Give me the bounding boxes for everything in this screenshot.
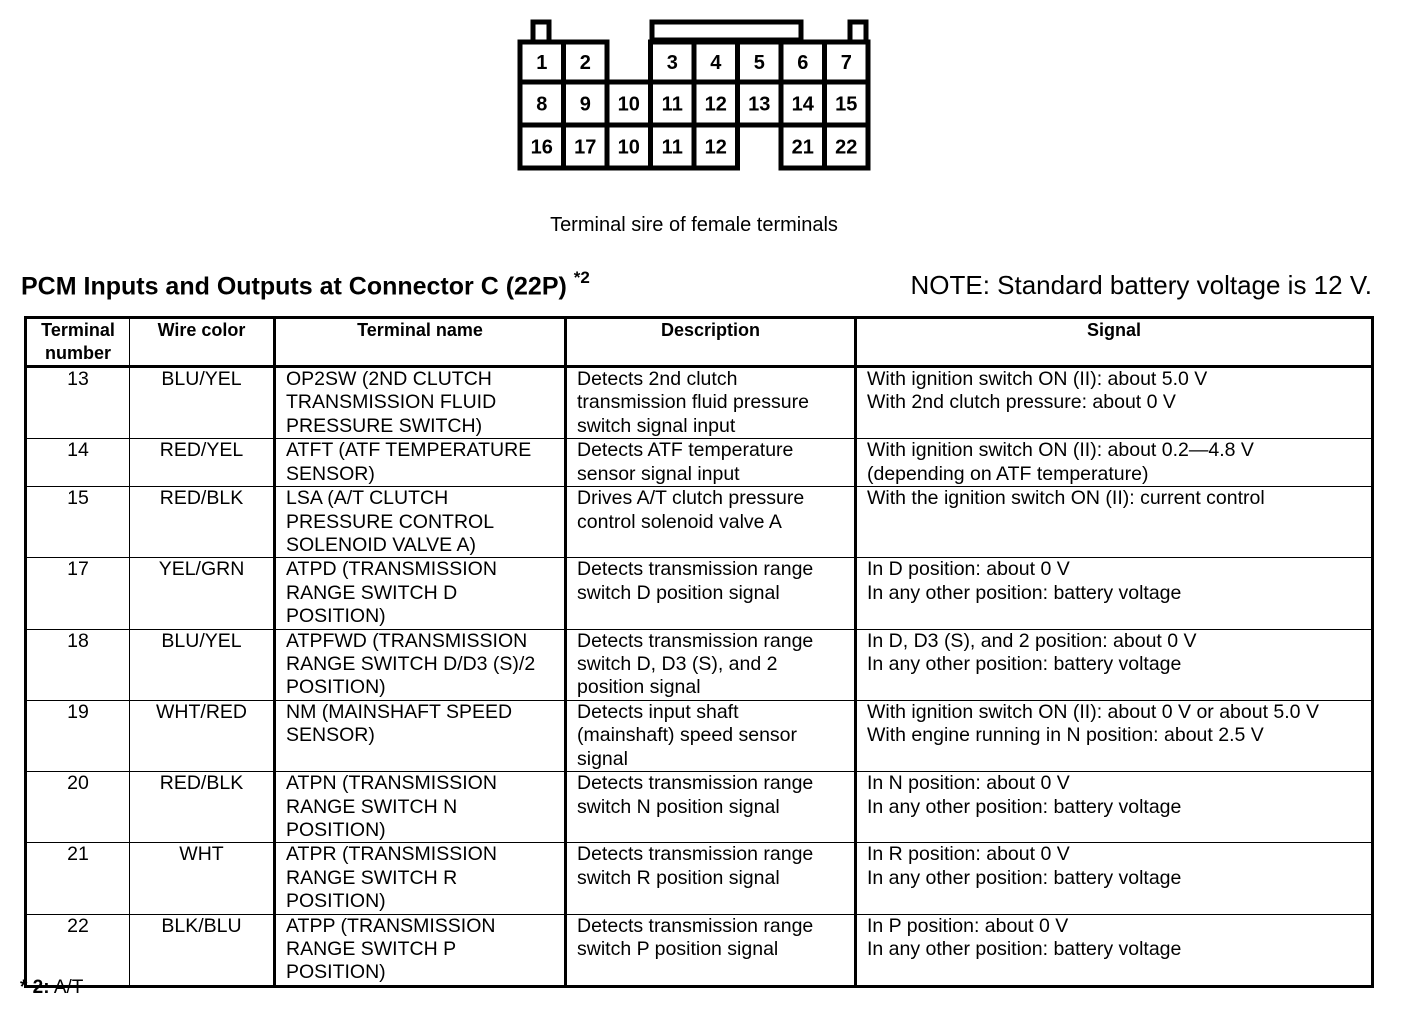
description xyxy=(566,914,856,986)
wire-color: RED/BLK xyxy=(130,487,275,558)
terminal-name xyxy=(275,772,566,843)
signal xyxy=(856,558,1373,629)
signal-line: With ignition switch ON (II): about 0 V or about 5.0 V xyxy=(867,700,1319,723)
table-row xyxy=(26,367,1373,439)
signal xyxy=(856,487,1373,558)
signal xyxy=(856,843,1373,914)
description-line: Detects 2nd clutch xyxy=(577,368,738,390)
description-line: position signal xyxy=(577,676,701,699)
signal-line: (depending on ATF temperature) xyxy=(867,462,1149,485)
header-wire-color: Wire color xyxy=(130,318,275,367)
terminal-number: 18 xyxy=(26,629,130,700)
voltage-note: NOTE: Standard battery voltage is 12 V. xyxy=(910,270,1372,300)
description-line: switch signal input xyxy=(577,414,736,437)
terminal-number: 22 xyxy=(26,914,130,986)
terminal-name-line: POSITION) xyxy=(286,605,386,628)
terminal-name-line: RANGE SWITCH R xyxy=(286,866,458,889)
terminal-name-line: TRANSMISSION FLUID xyxy=(286,391,497,414)
description xyxy=(566,487,856,558)
signal-line: In R position: about 0 V xyxy=(867,843,1070,866)
terminal-label: 15 xyxy=(835,93,858,116)
description-line: Detects transmission range xyxy=(577,843,814,866)
table-row xyxy=(26,487,1373,558)
description-line: switch D, D3 (S), and 2 xyxy=(577,653,778,676)
terminal-name xyxy=(275,700,566,771)
signal-line: In any other position: battery voltage xyxy=(867,581,1182,604)
description-line: transmission fluid pressure xyxy=(577,391,809,414)
terminal-label: 1 xyxy=(536,52,548,74)
signal-line: In D, D3 (S), and 2 position: about 0 V xyxy=(867,629,1197,652)
signal xyxy=(856,700,1373,771)
wire-color: RED/BLK xyxy=(130,772,275,843)
description-line: switch R position signal xyxy=(577,866,780,889)
terminal-name-line: LSA (A/T CLUTCH xyxy=(286,487,449,510)
description-line: sensor signal input xyxy=(577,462,740,485)
table-row xyxy=(26,439,1373,487)
terminal-name-line: SOLENOID VALVE A) xyxy=(286,534,477,557)
footnote-mark: * 2: xyxy=(20,977,50,998)
terminal-name xyxy=(275,843,566,914)
signal-line: With ignition switch ON (II): about 5.0 V xyxy=(867,368,1208,390)
description xyxy=(566,772,856,843)
terminal-label: 11 xyxy=(661,136,683,159)
terminal-name-line: RANGE SWITCH D/D3 (S)/2 xyxy=(286,653,536,676)
terminal-label: 17 xyxy=(574,136,597,159)
description-line: control solenoid valve A xyxy=(577,510,782,533)
terminal-label: 10 xyxy=(617,136,640,159)
description-line: signal xyxy=(577,747,628,770)
terminal-number: 20 xyxy=(26,772,130,843)
terminal-name-line: OP2SW (2ND CLUTCH xyxy=(286,368,492,390)
connector-diagram xyxy=(0,0,1408,200)
terminal-number: 15 xyxy=(26,487,130,558)
right-latch-tab xyxy=(850,22,866,42)
left-latch-tab xyxy=(533,22,549,42)
description xyxy=(566,843,856,914)
terminal-name xyxy=(275,487,566,558)
terminal-number: 13 xyxy=(26,367,130,439)
signal-line: With the ignition switch ON (II): current control xyxy=(867,487,1265,510)
terminal-table xyxy=(24,316,1374,988)
signal-line: In any other position: battery voltage xyxy=(867,866,1182,889)
signal-line: In N position: about 0 V xyxy=(867,772,1070,795)
signal xyxy=(856,629,1373,700)
terminal-label: 21 xyxy=(791,136,814,159)
signal-line: With 2nd clutch pressure: about 0 V xyxy=(867,391,1176,414)
terminal-label: 9 xyxy=(579,93,591,116)
wire-color: RED/YEL xyxy=(130,439,275,487)
terminal-name-line: SENSOR) xyxy=(286,724,375,747)
description xyxy=(566,558,856,629)
description xyxy=(566,439,856,487)
terminal-label: 22 xyxy=(835,136,858,159)
terminal-name-line: POSITION) xyxy=(286,890,386,913)
terminal-number: 19 xyxy=(26,700,130,771)
description-line: switch P position signal xyxy=(577,937,779,960)
table-row xyxy=(26,914,1373,986)
table-row xyxy=(26,843,1373,914)
terminal-name-line: PRESSURE CONTROL xyxy=(286,510,495,533)
header-description: Description xyxy=(566,318,856,367)
terminal-number: 21 xyxy=(26,843,130,914)
signal-line: In D position: about 0 V xyxy=(867,558,1070,581)
footnote-ref: *2 xyxy=(573,268,590,287)
terminal-name-line: NM (MAINSHAFT SPEED xyxy=(286,700,513,723)
terminal-name-line: POSITION) xyxy=(286,818,386,841)
signal-line: With engine running in N position: about 2.5 V xyxy=(867,724,1264,747)
description-line: Detects input shaft xyxy=(577,700,739,723)
terminal-name xyxy=(275,558,566,629)
terminal-label: 6 xyxy=(797,52,809,74)
terminal-name-line: POSITION) xyxy=(286,961,386,984)
terminal-name-line: ATPD (TRANSMISSION xyxy=(286,558,497,581)
description-line: Detects transmission range xyxy=(577,558,814,581)
terminal-label: 4 xyxy=(710,52,722,74)
description-line: switch N position signal xyxy=(577,795,780,818)
terminal-name-line: RANGE SWITCH P xyxy=(286,937,457,960)
description xyxy=(566,700,856,771)
terminal-label: 12 xyxy=(704,93,727,116)
lock-bar xyxy=(652,22,801,40)
terminal-name-line: POSITION) xyxy=(286,676,386,699)
header-signal: Signal xyxy=(856,318,1373,367)
description-line: Detects transmission range xyxy=(577,914,814,937)
description xyxy=(566,367,856,439)
signal xyxy=(856,914,1373,986)
header-terminal-number: Terminal number xyxy=(26,318,130,367)
table-header-row xyxy=(26,318,1373,367)
description xyxy=(566,629,856,700)
terminal-name xyxy=(275,629,566,700)
terminal-label: 3 xyxy=(666,52,678,74)
terminal-label: 11 xyxy=(661,93,683,116)
section-title xyxy=(21,270,590,301)
terminal-label: 7 xyxy=(840,52,852,74)
footnote xyxy=(20,977,83,999)
description-line: Drives A/T clutch pressure xyxy=(577,487,805,510)
table-row xyxy=(26,629,1373,700)
terminal-number: 14 xyxy=(26,439,130,487)
description-line: Detects ATF temperature xyxy=(577,439,794,462)
signal-line: In any other position: battery voltage xyxy=(867,937,1182,960)
table-row xyxy=(26,558,1373,629)
terminal-label: 2 xyxy=(579,52,591,74)
table-row xyxy=(26,772,1373,843)
signal-line: In any other position: battery voltage xyxy=(867,653,1182,676)
wire-color: YEL/GRN xyxy=(130,558,275,629)
signal-line: With ignition switch ON (II): about 0.2—4.8 V xyxy=(867,439,1254,462)
terminal-name xyxy=(275,914,566,986)
signal xyxy=(856,439,1373,487)
terminal-number: 17 xyxy=(26,558,130,629)
terminal-name-line: RANGE SWITCH N xyxy=(286,795,458,818)
wire-color: WHT xyxy=(130,843,275,914)
terminal-name xyxy=(275,439,566,487)
terminal-label: 12 xyxy=(704,136,727,159)
terminal-name xyxy=(275,367,566,439)
terminal-name-line: ATPN (TRANSMISSION xyxy=(286,772,497,795)
terminal-label: 13 xyxy=(748,93,771,116)
terminal-label: 8 xyxy=(536,93,548,116)
terminal-label: 10 xyxy=(617,93,640,116)
terminal-label: 16 xyxy=(530,136,553,159)
table-row xyxy=(26,700,1373,771)
header-terminal-name: Terminal name xyxy=(275,318,566,367)
signal-line: In any other position: battery voltage xyxy=(867,795,1182,818)
terminal-name-line: PRESSURE SWITCH) xyxy=(286,414,483,437)
wire-color: BLU/YEL xyxy=(130,629,275,700)
description-line: switch D position signal xyxy=(577,581,780,604)
terminal-name-line: ATPP (TRANSMISSION xyxy=(286,914,496,937)
wire-color: BLU/YEL xyxy=(130,367,275,439)
wire-color: WHT/RED xyxy=(130,700,275,771)
connector-caption: Terminal sire of female terminals xyxy=(550,214,838,236)
terminal-name-line: ATPFWD (TRANSMISSION xyxy=(286,629,528,652)
signal xyxy=(856,772,1373,843)
signal-line: In P position: about 0 V xyxy=(867,914,1069,937)
signal xyxy=(856,367,1373,439)
terminal-name-line: ATFT (ATF TEMPERATURE xyxy=(286,439,532,462)
terminal-label: 14 xyxy=(791,93,814,116)
title-text: PCM Inputs and Outputs at Connector C (22P) xyxy=(21,272,567,301)
wire-color: BLK/BLU xyxy=(130,914,275,986)
description-line: (mainshaft) speed sensor xyxy=(577,724,798,747)
description-line: Detects transmission range xyxy=(577,629,814,652)
terminal-label: 5 xyxy=(753,52,765,74)
terminal-name-line: SENSOR) xyxy=(286,462,375,485)
footnote-text: A/T xyxy=(53,977,84,998)
description-line: Detects transmission range xyxy=(577,772,814,795)
terminal-name-line: ATPR (TRANSMISSION xyxy=(286,843,497,866)
terminal-name-line: RANGE SWITCH D xyxy=(286,581,458,604)
